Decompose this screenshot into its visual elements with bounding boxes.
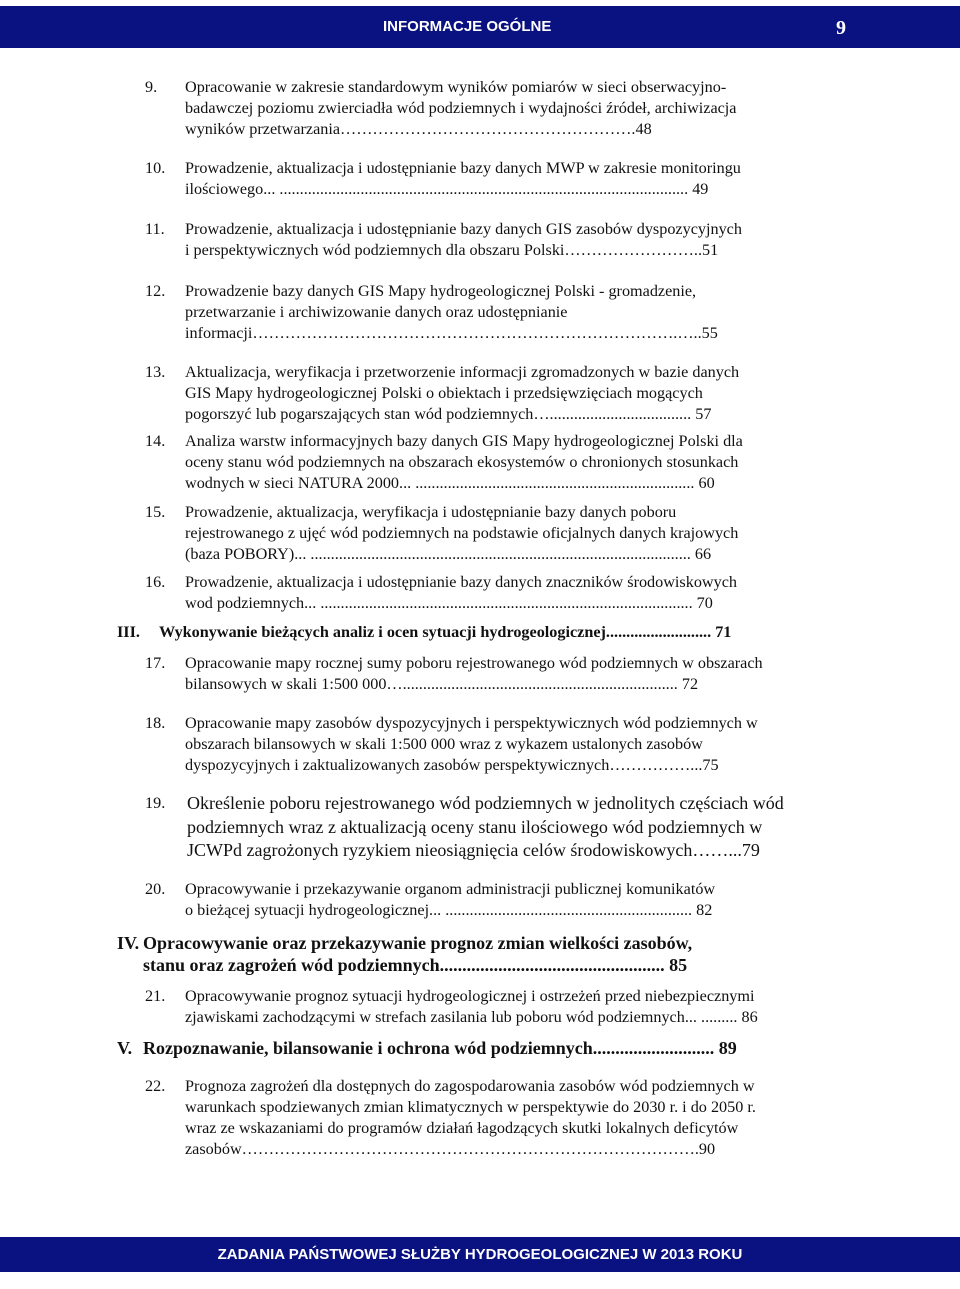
toc-line: warunkach spodziewanych zmian klimatycznych w perspektywie do 2030 r. i do 2050 r. [185,1098,756,1116]
page-number: 9 [836,17,846,39]
toc-item-text [185,77,848,140]
toc-line: informacji…………………………………………………………………….…..55 [185,324,718,342]
toc-item-text [185,502,848,565]
toc-line: (baza POBORY)... .............................................................................................. 66 [185,545,712,563]
toc-line: Prowadzenie, aktualizacja, weryfikacja i udostępnianie bazy danych poboru [185,503,677,521]
toc-item-number: 11. [145,220,165,238]
toc-item-number: 10. [145,159,166,177]
toc-line: Określenie poboru rejestrowanego wód podziemnych w jednolitych częściach wód [187,793,784,813]
toc-section-number: V. [117,1038,133,1058]
toc-line: zjawiskami zachodzącymi w strefach zasilania lub poboru wód podziemnych... ......... 86 [185,1008,758,1026]
toc-item-text [185,431,848,494]
toc-line: Prowadzenie, aktualizacja i udostępnianie bazy danych znaczników środowiskowych [185,573,737,591]
toc-line: przetwarzanie i archiwizowanie danych oraz udostępnianie [185,303,568,321]
toc-line: Prowadzenie, aktualizacja i udostępnianie bazy danych MWP w zakresie monitoringu [185,159,741,177]
toc-item-number: 15. [145,503,166,521]
toc-item-number: 18. [145,714,166,732]
toc-item-number: 13. [145,363,166,381]
toc-line: Opracowywanie prognoz sytuacji hydrogeologicznej i ostrzeżeń przed niebezpiecznymi [185,987,755,1005]
toc-line: JCWPd zagrożonych ryzykiem nieosiągnięcia celów środowiskowych……...79 [187,840,760,860]
footer-bar [0,1237,960,1272]
toc-item-number: 22. [145,1077,166,1095]
toc-section-number: III. [117,623,140,641]
toc-item-text [185,572,848,614]
toc-line: Prowadzenie bazy danych GIS Mapy hydrogeologicznej Polski - gromadzenie, [185,282,697,300]
toc-line: stanu oraz zagrożeń wód podziemnych.................................................. 85 [143,955,688,975]
toc-item-number: 14. [145,432,166,450]
toc-line: o bieżącej sytuacji hydrogeologicznej... ............................................................. 82 [185,901,713,919]
toc-item-number: 17. [145,654,166,672]
toc-line: zasobów………………………………………………………………………….90 [185,1140,716,1158]
toc-line: wod podziemnych... ............................................................................................ 70 [185,594,713,612]
toc-item-text [185,362,848,425]
toc-line: wyników przetwarzania……………………………………………….48 [185,120,652,138]
toc-section-title [143,932,692,976]
toc-line: Opracowywanie oraz przekazywanie prognoz zmian wielkości zasobów, [143,933,693,953]
toc-line: Opracowanie mapy rocznej sumy poboru rejestrowanego wód podziemnych w obszarach [185,654,763,672]
section-title: INFORMACJE OGÓLNE [383,18,552,35]
toc-line: GIS Mapy hydrogeologicznej Polski o obiektach i przedsięwzięciach mogących [185,384,703,402]
toc-line: ilościowego... ..................................................................................................... 49 [185,180,709,198]
header-bar [0,6,960,48]
toc-line: dyspozycyjnych i zaktualizowanych zasobów perspektywicznych……………...75 [185,756,719,774]
toc-line: Prowadzenie, aktualizacja i udostępnianie bazy danych GIS zasobów dyspozycyjnych [185,220,742,238]
toc-item-text [185,1076,848,1160]
toc-item-text [185,986,848,1028]
toc-item-text [185,713,848,776]
toc-line: wodnych w sieci NATURA 2000... ..................................................................... 60 [185,474,715,492]
toc-line: badawczej poziomu zwierciadła wód podziemnych i wydajności źródeł, archiwizacja [185,99,737,117]
toc-item-text [185,653,848,695]
toc-item-number: 20. [145,880,166,898]
toc-line: obszarach bilansowych w skali 1:500 000 wraz z wykazem ustalonych zasobów [185,735,703,753]
toc-line: rejestrowanego z ujęć wód podziemnych na podstawie oficjalnych danych krajowych [185,524,739,542]
toc-line: i perspektywicznych wód podziemnych dla obszaru Polski……………………..51 [185,241,719,259]
toc-item-number: 12. [145,282,166,300]
toc-section-title: Rozpoznawanie, bilansowanie i ochrona wód podziemnych........................... 89 [143,1038,737,1058]
toc-line: Prognoza zagrożeń dla dostępnych do zagospodarowania zasobów wód podziemnych w [185,1077,755,1095]
toc-item-text [185,879,848,921]
toc-item-text [187,792,887,863]
toc-section-number: IV. [117,933,140,953]
toc-line: Opracowywanie i przekazywanie organom administracji publicznej komunikatów [185,880,716,898]
toc-item-text [185,158,848,200]
toc-line: podziemnych wraz z aktualizacją oceny stanu ilościowego wód podziemnych w [187,816,763,837]
toc-line: Opracowanie mapy zasobów dyspozycyjnych i perspektywicznych wód podziemnych w [185,714,758,732]
toc-item-text [185,219,848,261]
footer-text: ZADANIA PAŃSTWOWEJ SŁUŻBY HYDROGEOLOGICZNEJ W 2013 ROKU [217,1246,743,1263]
toc-line: oceny stanu wód podziemnych na obszarach ekosystemów o chronionych stosunkach [185,453,739,471]
toc-line: Analiza warstw informacyjnych bazy danych GIS Mapy hydrogeologicznej Polski dla [185,432,743,450]
toc-section-title: Wykonywanie bieżących analiz i ocen sytuacji hydrogeologicznej.......................... 71 [159,623,732,641]
toc-line: wraz ze wskazaniami do programów działań łagodzących skutki lokalnych deficytów [185,1119,739,1137]
toc-item-number: 21. [145,987,166,1005]
toc-item-number: 9. [145,78,158,96]
toc-item-text [185,281,848,344]
toc-line: pogorszyć lub pogarszających stan wód podziemnych…................................... 57 [185,405,712,423]
toc-item-number: 19. [145,794,166,812]
toc-line: Aktualizacja, weryfikacja i przetworzenie informacji zgromadzonych w bazie danych [185,363,740,381]
toc-line: Opracowanie w zakresie standardowym wyników pomiarów w sieci obserwacyjno- [185,78,727,96]
toc-line: bilansowych w skali 1:500 000….................................................................... 72 [185,675,699,693]
toc-item-number: 16. [145,573,166,591]
